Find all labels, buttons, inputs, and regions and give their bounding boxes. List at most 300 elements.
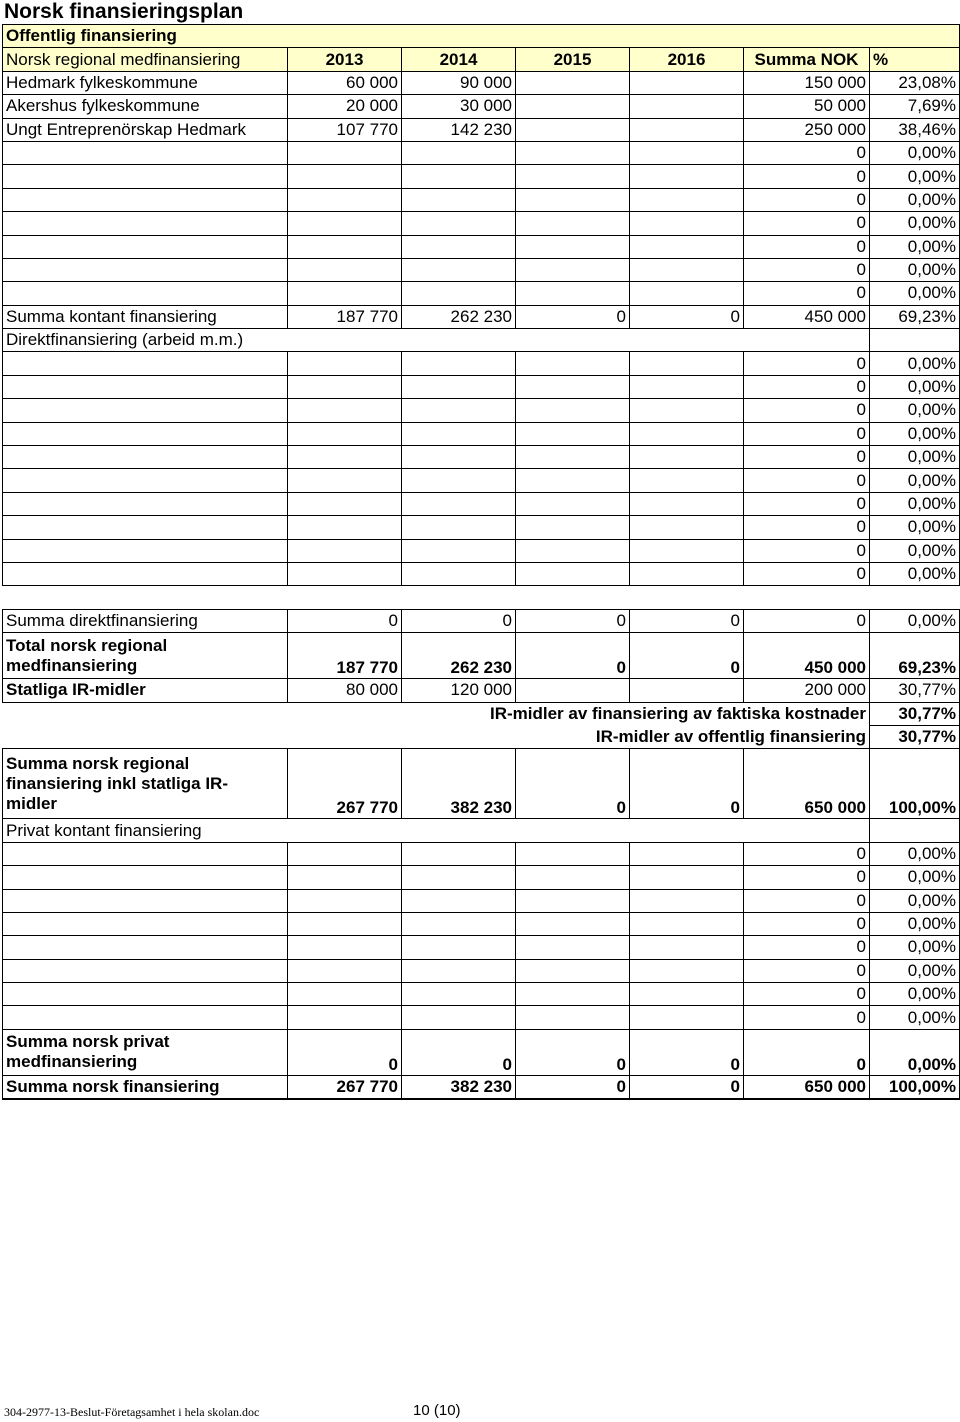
- label-line: medfinansiering: [6, 1052, 138, 1072]
- privat-row: [3, 842, 960, 865]
- cell-y2013: [288, 212, 402, 235]
- financing-table: [2, 24, 960, 1100]
- direkt-row: [3, 399, 960, 422]
- cell-pct: 0,00%: [870, 562, 960, 585]
- row-label: Ungt Entreprenörskap Hedmark: [3, 118, 288, 141]
- cell-sum: 0: [744, 188, 870, 211]
- header-col: Summa NOK: [744, 48, 870, 71]
- empty-cell: [516, 889, 630, 912]
- empty-cell: [630, 842, 744, 865]
- summa-inkl-row: [3, 749, 960, 819]
- empty-cell: [288, 375, 402, 398]
- row-label: [3, 422, 288, 445]
- empty-cell: [630, 959, 744, 982]
- cell-pct: 0,00%: [870, 1029, 960, 1075]
- page-title: Norsk finansieringsplan: [4, 0, 244, 23]
- empty-cell: [630, 446, 744, 469]
- empty-cell: [630, 1006, 744, 1029]
- cell-sum: 0: [744, 609, 870, 632]
- row-label: [3, 165, 288, 188]
- cell-sum: 0: [744, 562, 870, 585]
- empty-cell: [288, 446, 402, 469]
- cell-y2013: 20 000: [288, 95, 402, 118]
- empty-cell: [288, 516, 402, 539]
- footer-page-number: 10 (10): [413, 1402, 461, 1419]
- empty-cell: [402, 539, 516, 562]
- label-line: Summa norsk regional: [6, 753, 190, 773]
- cell-y2013: 187 770: [288, 305, 402, 328]
- spacer: [3, 586, 960, 609]
- empty-cell: [288, 352, 402, 375]
- direkt-row: [3, 492, 960, 515]
- summa-privat-row: [3, 1029, 960, 1075]
- row-label: Summa norsk finansiering: [3, 1075, 288, 1099]
- row-label: Hedmark fylkeskommune: [3, 71, 288, 94]
- cell-pct: 0,00%: [870, 842, 960, 865]
- privat-label: Privat kontant finansiering: [3, 819, 870, 842]
- row-label: [3, 749, 288, 819]
- cell-sum: 200 000: [744, 679, 870, 702]
- empty-cell: [402, 492, 516, 515]
- empty-cell: [630, 492, 744, 515]
- empty-cell: [870, 329, 960, 352]
- empty-cell: [288, 492, 402, 515]
- empty-cell: [402, 469, 516, 492]
- empty-cell: [630, 469, 744, 492]
- row-label: [3, 1006, 288, 1029]
- row-label: Summa kontant finansiering: [3, 305, 288, 328]
- row-label: [3, 235, 288, 258]
- cell-sum: 0: [744, 842, 870, 865]
- cell-y2016: [630, 282, 744, 305]
- empty-cell: [516, 983, 630, 1006]
- cell-y2016: 0: [630, 749, 744, 819]
- empty-cell: [630, 562, 744, 585]
- cell-y2013: [288, 282, 402, 305]
- cell-sum: 0: [744, 912, 870, 935]
- cell-pct: 0,00%: [870, 983, 960, 1006]
- cell-y2014: 30 000: [402, 95, 516, 118]
- row-label: [3, 633, 288, 679]
- cell-pct: 0,00%: [870, 516, 960, 539]
- empty-cell: [516, 375, 630, 398]
- cell-y2014: 142 230: [402, 118, 516, 141]
- cell-pct: 30,77%: [870, 702, 960, 725]
- empty-cell: [516, 516, 630, 539]
- cell-y2015: [516, 679, 630, 702]
- empty-cell: [288, 1006, 402, 1029]
- empty-cell: [630, 375, 744, 398]
- empty-cell: [516, 959, 630, 982]
- cell-y2014: 0: [402, 1029, 516, 1075]
- regional-row: [3, 141, 960, 164]
- empty-cell: [402, 516, 516, 539]
- cell-y2015: [516, 235, 630, 258]
- cell-y2016: [630, 165, 744, 188]
- cell-pct: 0,00%: [870, 235, 960, 258]
- cell-pct: 0,00%: [870, 141, 960, 164]
- row-label: Summa direktfinansiering: [3, 609, 288, 632]
- cell-y2014: [402, 165, 516, 188]
- row-label: [3, 446, 288, 469]
- empty-cell: [402, 936, 516, 959]
- cell-pct: 100,00%: [870, 1075, 960, 1099]
- cell-pct: 0,00%: [870, 1006, 960, 1029]
- section-public-row: [3, 25, 960, 48]
- empty-cell: [630, 352, 744, 375]
- cell-y2014: 382 230: [402, 749, 516, 819]
- cell-sum: 0: [744, 165, 870, 188]
- cell-y2015: [516, 188, 630, 211]
- cell-y2014: 90 000: [402, 71, 516, 94]
- empty-cell: [402, 1006, 516, 1029]
- row-label: [3, 912, 288, 935]
- empty-cell: [288, 959, 402, 982]
- empty-cell: [516, 842, 630, 865]
- row-label: [3, 889, 288, 912]
- cell-pct: 0,00%: [870, 422, 960, 445]
- header-row: [3, 48, 960, 71]
- empty-cell: [516, 446, 630, 469]
- row-label: [3, 539, 288, 562]
- empty-cell: [288, 399, 402, 422]
- cell-pct: 0,00%: [870, 446, 960, 469]
- row-label: [3, 282, 288, 305]
- privat-row: [3, 959, 960, 982]
- summa-direkt-row: [3, 609, 960, 632]
- cell-pct: 0,00%: [870, 539, 960, 562]
- cell-sum: 0: [744, 399, 870, 422]
- cell-pct: 100,00%: [870, 749, 960, 819]
- cell-sum: 0: [744, 375, 870, 398]
- ir-offentlig-row: [3, 725, 960, 748]
- empty-cell: [630, 539, 744, 562]
- cell-y2016: 0: [630, 633, 744, 679]
- empty-cell: [516, 562, 630, 585]
- cell-pct: 69,23%: [870, 633, 960, 679]
- cell-pct: 69,23%: [870, 305, 960, 328]
- empty-cell: [288, 983, 402, 1006]
- direkt-row: [3, 562, 960, 585]
- cell-y2016: 0: [630, 1029, 744, 1075]
- cell-y2016: [630, 258, 744, 281]
- cell-sum: 150 000: [744, 71, 870, 94]
- direkt-label-row: [3, 329, 960, 352]
- cell-y2015: 0: [516, 1075, 630, 1099]
- cell-pct: 0,00%: [870, 866, 960, 889]
- empty-cell: [630, 422, 744, 445]
- cell-y2013: [288, 235, 402, 258]
- cell-y2015: [516, 282, 630, 305]
- cell-sum: 0: [744, 1029, 870, 1075]
- empty-cell: [870, 819, 960, 842]
- header-col: 2014: [402, 48, 516, 71]
- empty-cell: [402, 375, 516, 398]
- direkt-label: Direktfinansiering (arbeid m.m.): [3, 329, 870, 352]
- direkt-row: [3, 375, 960, 398]
- cell-y2013: 0: [288, 609, 402, 632]
- cell-pct: 0,00%: [870, 889, 960, 912]
- ir-faktiska-row: [3, 702, 960, 725]
- row-label: Akershus fylkeskommune: [3, 95, 288, 118]
- cell-pct: 0,00%: [870, 609, 960, 632]
- cell-pct: 0,00%: [870, 258, 960, 281]
- cell-y2015: 0: [516, 305, 630, 328]
- cell-sum: 0: [744, 212, 870, 235]
- empty-cell: [630, 912, 744, 935]
- direkt-row: [3, 469, 960, 492]
- cell-pct: 0,00%: [870, 492, 960, 515]
- row-label: [3, 983, 288, 1006]
- row-label: [3, 959, 288, 982]
- header-col: %: [870, 48, 960, 71]
- row-label: [3, 258, 288, 281]
- cell-y2013: 107 770: [288, 118, 402, 141]
- cell-y2014: 0: [402, 609, 516, 632]
- cell-sum: 0: [744, 959, 870, 982]
- label-line: Summa norsk privat: [6, 1032, 170, 1052]
- cell-y2013: 80 000: [288, 679, 402, 702]
- header-col: 2015: [516, 48, 630, 71]
- empty-cell: [288, 842, 402, 865]
- empty-cell: [288, 912, 402, 935]
- empty-cell: [516, 352, 630, 375]
- regional-row: [3, 258, 960, 281]
- cell-sum: 450 000: [744, 633, 870, 679]
- cell-pct: 0,00%: [870, 936, 960, 959]
- direkt-row: [3, 539, 960, 562]
- cell-y2016: [630, 188, 744, 211]
- cell-y2015: [516, 258, 630, 281]
- empty-cell: [630, 399, 744, 422]
- cell-y2015: [516, 118, 630, 141]
- empty-cell: [630, 516, 744, 539]
- empty-cell: [516, 492, 630, 515]
- privat-row: [3, 983, 960, 1006]
- empty-cell: [516, 539, 630, 562]
- cell-y2016: [630, 212, 744, 235]
- summa-kontant-row: [3, 305, 960, 328]
- direkt-row: [3, 422, 960, 445]
- privat-row: [3, 936, 960, 959]
- cell-y2013: 267 770: [288, 749, 402, 819]
- empty-cell: [402, 842, 516, 865]
- cell-y2014: [402, 188, 516, 211]
- empty-cell: [630, 889, 744, 912]
- row-label: [3, 516, 288, 539]
- empty-cell: [402, 889, 516, 912]
- row-label: [3, 469, 288, 492]
- cell-y2016: [630, 235, 744, 258]
- row-label: [3, 1029, 288, 1075]
- row-label: [3, 375, 288, 398]
- cell-pct: 0,00%: [870, 282, 960, 305]
- cell-y2014: [402, 141, 516, 164]
- row-label: [3, 352, 288, 375]
- cell-pct: 0,00%: [870, 399, 960, 422]
- cell-y2016: 0: [630, 609, 744, 632]
- cell-sum: 0: [744, 352, 870, 375]
- section-title: Offentlig finansiering: [3, 25, 960, 48]
- row-label: [3, 866, 288, 889]
- empty-cell: [630, 936, 744, 959]
- empty-cell: [516, 1006, 630, 1029]
- empty-cell: [402, 983, 516, 1006]
- cell-y2015: [516, 71, 630, 94]
- spacer-row: [3, 586, 960, 609]
- ir-offentlig-label: IR-midler av offentlig finansiering: [3, 725, 870, 748]
- empty-cell: [516, 399, 630, 422]
- cell-y2015: [516, 95, 630, 118]
- cell-y2016: 0: [630, 305, 744, 328]
- cell-y2016: [630, 95, 744, 118]
- cell-sum: 0: [744, 492, 870, 515]
- row-label: [3, 562, 288, 585]
- cell-sum: 0: [744, 258, 870, 281]
- empty-cell: [288, 866, 402, 889]
- cell-sum: 0: [744, 936, 870, 959]
- cell-sum: 0: [744, 516, 870, 539]
- empty-cell: [288, 889, 402, 912]
- empty-cell: [288, 469, 402, 492]
- cell-pct: 0,00%: [870, 375, 960, 398]
- row-label: [3, 399, 288, 422]
- cell-pct: 0,00%: [870, 469, 960, 492]
- cell-sum: 0: [744, 539, 870, 562]
- cell-y2014: 120 000: [402, 679, 516, 702]
- cell-y2014: 262 230: [402, 305, 516, 328]
- header-label: Norsk regional medfinansiering: [3, 48, 288, 71]
- cell-y2016: 0: [630, 1075, 744, 1099]
- empty-cell: [402, 959, 516, 982]
- privat-row: [3, 1006, 960, 1029]
- cell-sum: 0: [744, 282, 870, 305]
- cell-pct: 0,00%: [870, 352, 960, 375]
- cell-pct: 0,00%: [870, 959, 960, 982]
- row-label: [3, 188, 288, 211]
- label-line: Total norsk regional: [6, 635, 168, 655]
- cell-sum: 650 000: [744, 749, 870, 819]
- cell-pct: 0,00%: [870, 212, 960, 235]
- empty-cell: [630, 866, 744, 889]
- statliga-row: [3, 679, 960, 702]
- empty-cell: [516, 936, 630, 959]
- empty-cell: [630, 983, 744, 1006]
- cell-y2015: 0: [516, 609, 630, 632]
- cell-y2014: 382 230: [402, 1075, 516, 1099]
- cell-y2014: 262 230: [402, 633, 516, 679]
- cell-y2013: [288, 188, 402, 211]
- cell-y2016: [630, 118, 744, 141]
- empty-cell: [288, 539, 402, 562]
- label-line: medfinansiering: [6, 655, 138, 675]
- cell-y2013: 0: [288, 1029, 402, 1075]
- regional-row: [3, 188, 960, 211]
- regional-row: [3, 212, 960, 235]
- cell-pct: 7,69%: [870, 95, 960, 118]
- label-line: midler: [6, 793, 58, 813]
- cell-y2016: [630, 679, 744, 702]
- cell-y2013: [288, 141, 402, 164]
- regional-row: [3, 282, 960, 305]
- ir-faktiska-label: IR-midler av finansiering av faktiska kostnader: [3, 702, 870, 725]
- empty-cell: [402, 912, 516, 935]
- regional-row: [3, 95, 960, 118]
- cell-y2014: [402, 212, 516, 235]
- empty-cell: [402, 446, 516, 469]
- row-label: [3, 212, 288, 235]
- cell-y2014: [402, 235, 516, 258]
- footer-document-name: 304-2977-13-Beslut-Företagsamhet i hela skolan.doc: [4, 1405, 260, 1419]
- cell-y2014: [402, 258, 516, 281]
- cell-y2016: [630, 71, 744, 94]
- cell-sum: 450 000: [744, 305, 870, 328]
- header-col: 2013: [288, 48, 402, 71]
- summa-norsk-row: [3, 1075, 960, 1099]
- cell-y2013: [288, 258, 402, 281]
- total-regional-row: [3, 633, 960, 679]
- direkt-row: [3, 446, 960, 469]
- cell-y2015: [516, 141, 630, 164]
- cell-sum: 650 000: [744, 1075, 870, 1099]
- privat-row: [3, 912, 960, 935]
- empty-cell: [288, 936, 402, 959]
- cell-sum: 0: [744, 235, 870, 258]
- empty-cell: [402, 352, 516, 375]
- cell-pct: 0,00%: [870, 188, 960, 211]
- cell-sum: 0: [744, 446, 870, 469]
- privat-row: [3, 889, 960, 912]
- cell-y2013: 267 770: [288, 1075, 402, 1099]
- direkt-row: [3, 516, 960, 539]
- regional-row: [3, 165, 960, 188]
- cell-pct: 30,77%: [870, 679, 960, 702]
- cell-sum: 0: [744, 141, 870, 164]
- row-label: [3, 842, 288, 865]
- empty-cell: [288, 562, 402, 585]
- cell-y2015: 0: [516, 1029, 630, 1075]
- cell-y2016: [630, 141, 744, 164]
- cell-sum: 0: [744, 422, 870, 445]
- cell-pct: 38,46%: [870, 118, 960, 141]
- row-label: [3, 492, 288, 515]
- cell-sum: 0: [744, 1006, 870, 1029]
- row-label: [3, 936, 288, 959]
- direkt-row: [3, 352, 960, 375]
- cell-sum: 0: [744, 469, 870, 492]
- cell-y2013: 187 770: [288, 633, 402, 679]
- label-line: finansiering inkl statliga IR-: [6, 773, 228, 793]
- row-label: Statliga IR-midler: [3, 679, 288, 702]
- cell-y2015: 0: [516, 749, 630, 819]
- cell-sum: 0: [744, 866, 870, 889]
- cell-y2014: [402, 282, 516, 305]
- empty-cell: [288, 422, 402, 445]
- cell-pct: 0,00%: [870, 912, 960, 935]
- cell-pct: 23,08%: [870, 71, 960, 94]
- cell-sum: 0: [744, 983, 870, 1006]
- regional-row: [3, 118, 960, 141]
- header-col: 2016: [630, 48, 744, 71]
- cell-y2013: [288, 165, 402, 188]
- empty-cell: [516, 866, 630, 889]
- cell-pct: 0,00%: [870, 165, 960, 188]
- empty-cell: [516, 912, 630, 935]
- privat-row: [3, 866, 960, 889]
- cell-sum: 0: [744, 889, 870, 912]
- empty-cell: [516, 469, 630, 492]
- cell-y2015: [516, 212, 630, 235]
